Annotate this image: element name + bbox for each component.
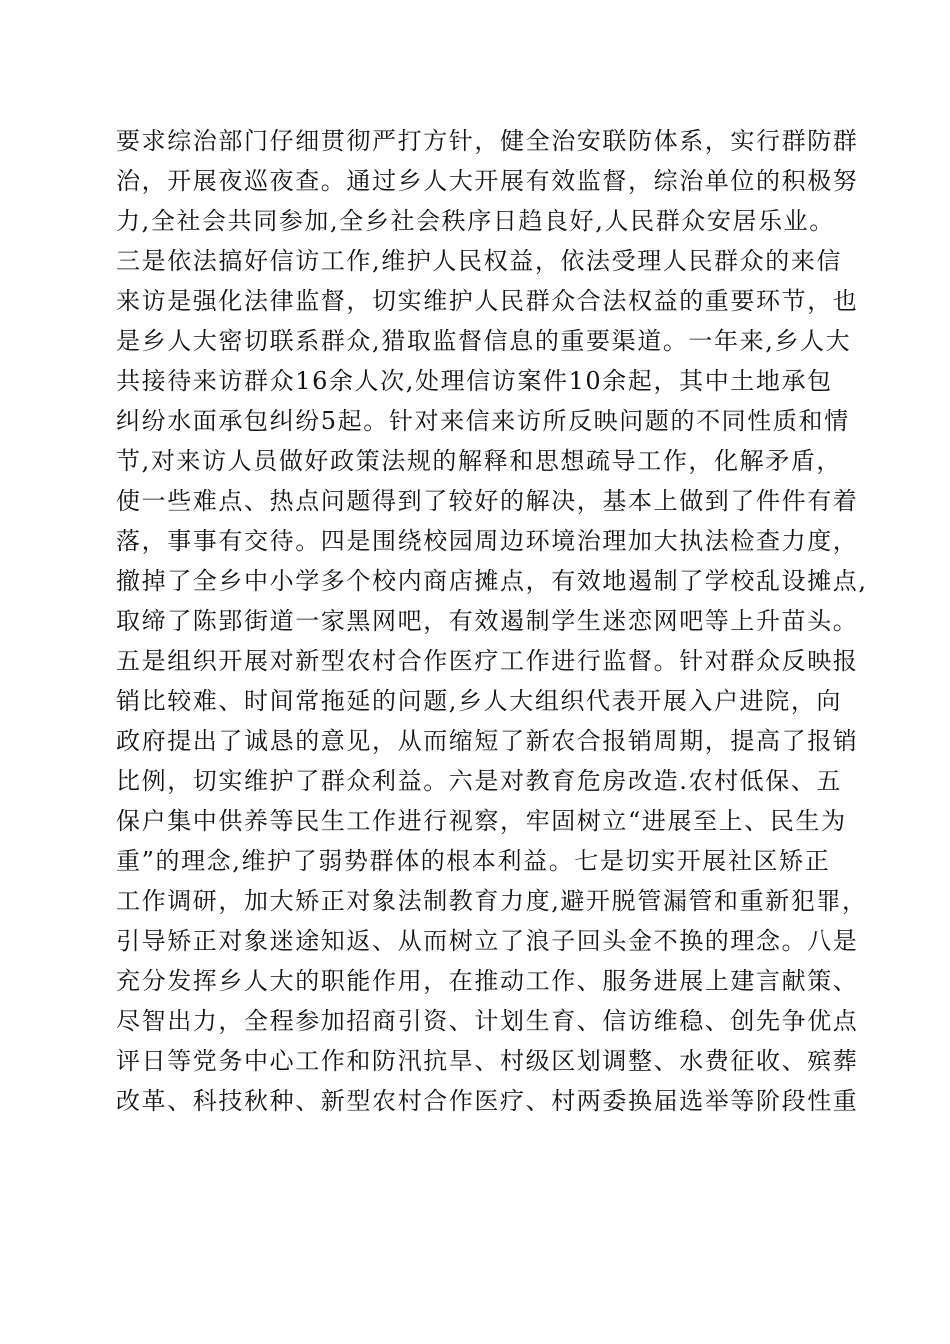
text-line: 政府提出了诚恳的意见，从而缩短了新农合报销周期，提高了报销 [116, 727, 859, 755]
text-line: 改革、科技秋种、新型农村合作医疗、村两委换届选举等阶段性重 [116, 1087, 859, 1115]
text-line: 充分发挥乡人大的职能作用，在推动工作、服务进展上建言献策、 [116, 967, 859, 995]
text-line: 纠纷水面承包纠纷5起。针对来信来访所反映问题的不同性质和情 [116, 407, 850, 435]
text-line: 尽智出力，全程参加招商引资、计划生育、信访维稳、创先争优点 [116, 1007, 859, 1035]
text-line: 重”的理念,维护了弱势群体的根本利益。七是切实开展社区矫正 [116, 847, 831, 875]
text-line: 落，事事有交待。四是围绕校园周边环境治理加大执法检查力度， [116, 527, 859, 555]
body-text [116, 121, 868, 1121]
text-line: 要求综治部门仔细贯彻严打方针，健全治安联防体系，实行群防群 [116, 127, 859, 155]
text-line: 力,全社会共同参加,全乡社会秩序日趋良好,人民群众安居乐业。 [116, 207, 835, 235]
text-line: 比例，切实维护了群众利益。六是对教育危房改造.农村低保、五 [116, 767, 843, 795]
text-line: 是乡人大密切联系群众,猎取监督信息的重要渠道。一年来,乡人大 [116, 327, 852, 355]
text-line: 撤掉了全乡中小学多个校内商店摊点，有效地遏制了学校乱设摊点, [116, 567, 868, 595]
text-line: 来访是强化法律监督，切实维护人民群众合法权益的重要环节，也 [116, 287, 859, 315]
text-line: 销比较难、时间常拖延的问题,乡人大组织代表开展入户进院，向 [116, 687, 843, 715]
text-line: 引导矫正对象迷途知返、从而树立了浪子回头金不换的理念。八是 [116, 927, 859, 955]
text-line: 节,对来访人员做好政策法规的解释和思想疏导工作，化解矛盾， [116, 447, 843, 475]
text-line: 治，开展夜巡夜查。通过乡人大开展有效监督，综治单位的积极努 [116, 167, 859, 195]
text-line: 共接待来访群众16余人次,处理信访案件10余起，其中土地承包 [116, 367, 833, 395]
text-line: 三是依法搞好信访工作,维护人民权益，依法受理人民群众的来信 [116, 247, 843, 275]
text-line: 工作调研，加大矫正对象法制教育力度,避开脱管漏管和重新犯罪， [116, 887, 868, 915]
text-line: 使一些难点、热点问题得到了较好的解决，基本上做到了件件有着 [116, 487, 859, 515]
text-line: 评日等党务中心工作和防汛抗旱、村级区划调整、水费征收、殡葬 [116, 1047, 859, 1075]
text-line: 保户集中供养等民生工作进行视察，牢固树立“进展至上、民生为 [116, 807, 847, 835]
text-line: 五是组织开展对新型农村合作医疗工作进行监督。针对群众反映报 [116, 647, 859, 675]
text-line: 取缔了陈郢街道一家黑网吧，有效遏制学生迷恋网吧等上升苗头。 [116, 607, 859, 635]
